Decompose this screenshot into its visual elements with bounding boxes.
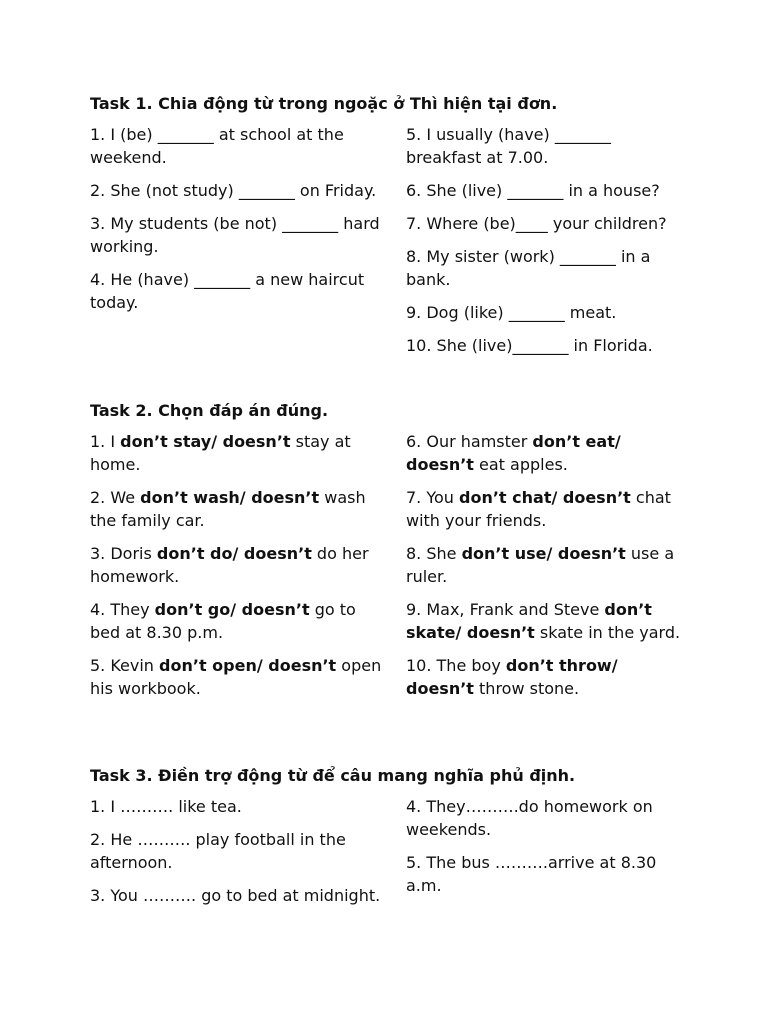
answer-choices: don’t chat/ doesn’t <box>459 488 631 507</box>
item-prefix: 3. Doris <box>90 544 157 563</box>
task-2-item-4 <box>90 598 390 644</box>
item-suffix: throw stone. <box>473 679 580 698</box>
task-3-item-1: 1. I ………. like tea. <box>90 797 242 816</box>
task-1-item-9: 9. Dog (like) _______ meat. <box>406 303 617 322</box>
task-2-item-3 <box>90 542 390 588</box>
answer-choices: don’t open/ doesn’t <box>159 656 337 675</box>
task-1-item-4: 4. He (have) _______ a new haircut today. <box>90 270 365 312</box>
answer-choices: don’t throw/ doesn’t <box>406 656 618 698</box>
item-prefix: 2. We <box>90 488 141 507</box>
answer-choices: don’t eat/ doesn’t <box>406 432 621 474</box>
task-2-item-9 <box>406 598 690 644</box>
task-2-left-column <box>90 430 390 710</box>
task-3-left-column <box>90 795 390 917</box>
task-1-item-3: 3. My students (be not) _______ hard working. <box>90 214 380 256</box>
task-2-item-7 <box>406 486 690 532</box>
task-2-item-1 <box>90 430 390 476</box>
task-2-title: Task 2. Chọn đáp án đúng. <box>90 401 329 420</box>
task-3-item-4: 4. They……….do homework on weekends. <box>406 797 653 839</box>
item-suffix: eat apples. <box>473 455 568 474</box>
task-1-title: Task 1. Chia động từ trong ngoặc ở Thì hiện tại đơn. <box>90 94 558 113</box>
item-suffix: use a ruler. <box>406 544 675 586</box>
item-suffix: go to bed at 8.30 p.m. <box>90 600 356 642</box>
task-1-item-10: 10. She (live)_______ in Florida. <box>406 336 653 355</box>
item-prefix: 4. They <box>90 600 155 619</box>
task-2 <box>90 399 690 710</box>
item-prefix: 5. Kevin <box>90 656 160 675</box>
answer-choices: don’t go/ doesn’t <box>154 600 310 619</box>
task-3-item-3: 3. You ………. go to bed at midnight. <box>90 886 381 905</box>
task-1-columns <box>90 123 690 367</box>
item-prefix: 8. She <box>406 544 462 563</box>
answer-choices: don’t wash/ doesn’t <box>140 488 320 507</box>
task-1-item-7: 7. Where (be)____ your children? <box>406 214 667 233</box>
task-2-item-10 <box>406 654 690 700</box>
task-1-item-8: 8. My sister (work) _______ in a bank. <box>406 247 651 289</box>
item-prefix: 10. The boy <box>406 656 506 675</box>
answer-choices: don’t stay/ doesn’t <box>120 432 291 451</box>
task-2-right-column <box>406 430 690 710</box>
item-suffix: chat with your friends. <box>406 488 671 530</box>
task-2-item-2 <box>90 486 390 532</box>
task-3-title: Task 3. Điền trợ động từ để câu mang nghĩa phủ định. <box>90 766 576 785</box>
task-2-item-8 <box>406 542 690 588</box>
item-suffix: do her homework. <box>90 544 369 586</box>
item-prefix: 7. You <box>406 488 460 507</box>
task-3-item-2: 2. He ………. play football in the afternoon. <box>90 830 346 872</box>
item-prefix: 9. Max, Frank and Steve <box>406 600 605 619</box>
item-suffix: stay at home. <box>90 432 351 474</box>
task-3-item-5: 5. The bus ……….arrive at 8.30 a.m. <box>406 853 657 895</box>
answer-choices: don’t skate/ doesn’t <box>406 600 652 642</box>
task-1-item-2: 2. She (not study) _______ on Friday. <box>90 181 377 200</box>
task-1-left-column <box>90 123 390 367</box>
item-suffix: open his workbook. <box>90 656 382 698</box>
task-1 <box>90 92 690 367</box>
task-2-item-5 <box>90 654 390 700</box>
task-1-right-column <box>406 123 690 367</box>
task-2-columns <box>90 430 690 710</box>
task-3 <box>90 764 690 917</box>
task-1-item-1: 1. I (be) _______ at school at the weekend. <box>90 125 344 167</box>
task-1-item-6: 6. She (live) _______ in a house? <box>406 181 660 200</box>
task-3-right-column <box>406 795 690 917</box>
task-1-item-5: 5. I usually (have) _______ breakfast at 7.00. <box>406 125 611 167</box>
task-3-columns <box>90 795 690 917</box>
item-prefix: 6. Our hamster <box>406 432 533 451</box>
answer-choices: don’t use/ doesn’t <box>461 544 626 563</box>
item-prefix: 1. I <box>90 432 121 451</box>
task-2-item-6 <box>406 430 690 476</box>
item-suffix: wash the family car. <box>90 488 366 530</box>
answer-choices: don’t do/ doesn’t <box>156 544 312 563</box>
item-suffix: skate in the yard. <box>534 623 681 642</box>
